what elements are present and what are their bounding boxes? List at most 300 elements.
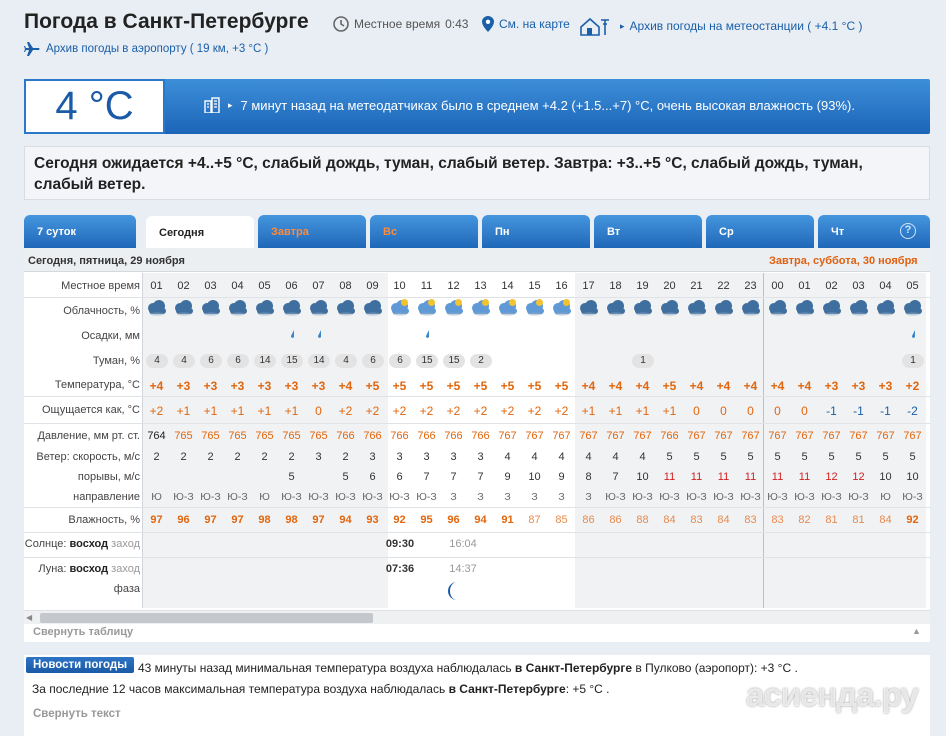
humidity-cell: 96 [177, 514, 190, 526]
hour-cell: 19 [636, 280, 649, 292]
pressure-cell: 767 [741, 430, 760, 442]
rain-drop-icon [425, 326, 430, 335]
sun-label-part: заход [111, 538, 140, 550]
wind-gust-cell: 10 [879, 471, 892, 483]
wind-gust-cell: 12 [852, 471, 865, 483]
tab-day[interactable]: Ср [706, 215, 814, 248]
horizontal-scrollbar[interactable] [24, 610, 930, 624]
cloudy-night-icon [605, 300, 627, 316]
feels-like-cell: 0 [315, 404, 322, 418]
wind-direction-cell: Ю-З [281, 491, 302, 503]
pressure-cell: 766 [390, 430, 409, 442]
feels-like-cell: +1 [635, 404, 650, 418]
feels-like-cell: 0 [693, 404, 700, 418]
feels-like-cell: +1 [662, 404, 677, 418]
humidity-cell: 81 [825, 514, 838, 526]
day-tabs [24, 215, 930, 248]
row-label-local-time: Местное время [61, 280, 140, 292]
wind-direction-cell: Ю-З [632, 491, 653, 503]
wind-direction-cell: Ю [151, 491, 162, 503]
moon-phase-icon [445, 581, 463, 601]
cloudy-night-icon [902, 300, 924, 316]
humidity-cell: 81 [852, 514, 865, 526]
current-conditions-bar [24, 79, 930, 134]
temperature-cell: +4 [743, 379, 758, 393]
wind-direction-cell: Ю-З [848, 491, 869, 503]
station-archive-link[interactable] [579, 16, 862, 36]
humidity-cell: 97 [312, 514, 325, 526]
temperature-cell: +3 [878, 379, 893, 393]
humidity-cell: 96 [447, 514, 460, 526]
wind-gust-cell: 6 [396, 471, 403, 483]
pressure-cell: 765 [228, 430, 247, 442]
feels-like-cell: -1 [853, 404, 864, 418]
row-divider [24, 532, 930, 533]
hour-cell: 08 [339, 280, 352, 292]
wind-speed-cell: 5 [801, 451, 808, 463]
cloudy-night-icon [200, 300, 222, 316]
temperature-cell: +2 [905, 379, 920, 393]
tab-day[interactable]: Чт [818, 215, 930, 248]
wind-direction-cell: Ю-З [362, 491, 383, 503]
row-label-phase: фаза [113, 583, 140, 595]
fog-value: 15 [443, 354, 465, 368]
airport-archive-link[interactable] [24, 42, 268, 56]
map-link-label[interactable]: См. на карте [499, 17, 570, 31]
hour-cell: 03 [852, 280, 865, 292]
wind-speed-cell: 2 [234, 451, 241, 463]
hour-cell: 23 [744, 280, 757, 292]
pressure-cell: 765 [174, 430, 193, 442]
humidity-cell: 95 [420, 514, 433, 526]
humidity-cell: 84 [663, 514, 676, 526]
wind-direction-cell: Ю-З [335, 491, 356, 503]
temperature-cell: +4 [635, 379, 650, 393]
temperature-cell: +5 [473, 379, 488, 393]
cloudy-day-icon [551, 300, 573, 316]
hour-cell: 06 [285, 280, 298, 292]
hour-cell: 15 [528, 280, 541, 292]
row-label-direction: направление [73, 491, 140, 503]
rain-drop-icon [290, 326, 295, 335]
news-place: в Санкт-Петербурге [514, 661, 633, 675]
humidity-cell: 88 [636, 514, 649, 526]
pressure-cell: 766 [660, 430, 679, 442]
chevron-right-icon: ▸ [620, 20, 625, 31]
clock-icon [333, 16, 349, 32]
temperature-cell: +4 [797, 379, 812, 393]
feels-like-cell: +2 [419, 404, 434, 418]
feels-like-cell: +2 [527, 404, 542, 418]
row-divider [24, 557, 930, 558]
feels-like-cell: +2 [500, 404, 515, 418]
cloudy-night-icon [848, 300, 870, 316]
cloudy-night-icon [659, 300, 681, 316]
hour-cell: 20 [663, 280, 676, 292]
wind-direction-cell: Ю-З [200, 491, 221, 503]
cloudy-night-icon [794, 300, 816, 316]
humidity-cell: 84 [717, 514, 730, 526]
forecast-summary: Сегодня ожидается +4..+5 °C, слабый дождь, туман, слабый ветер. Завтра: +3..+5 °C, слабый дождь, туман, слабый ветер. [24, 146, 930, 200]
tab-day[interactable]: Пн [482, 215, 590, 248]
temperature-cell: +5 [446, 379, 461, 393]
scroll-left-arrow-icon[interactable]: ◀ [26, 613, 33, 622]
wind-direction-cell: З [558, 491, 565, 503]
row-label-pressure: Давление, мм рт. ст. [37, 430, 140, 442]
wind-direction-cell: Ю-З [389, 491, 410, 503]
pressure-cell: 767 [552, 430, 571, 442]
pressure-cell: 766 [444, 430, 463, 442]
pressure-cell: 767 [579, 430, 598, 442]
scrollbar-thumb[interactable] [40, 613, 373, 623]
wind-direction-cell: Ю-З [794, 491, 815, 503]
hour-cell: 07 [312, 280, 325, 292]
wind-gust-cell: 11 [690, 471, 703, 483]
hour-cell: 02 [825, 280, 838, 292]
wind-gust-cell: 10 [636, 471, 649, 483]
pressure-cell: 766 [363, 430, 382, 442]
humidity-cell: 98 [258, 514, 271, 526]
wind-gust-cell: 11 [744, 471, 757, 483]
cloudy-day-icon [416, 300, 438, 316]
news-text: : +5 °C . [565, 682, 610, 696]
day-tomorrow-label: Завтра, суббота, 30 ноября [769, 255, 918, 267]
wind-speed-cell: 2 [153, 451, 160, 463]
rain-drop-icon [317, 326, 322, 335]
feels-like-cell: +2 [392, 404, 407, 418]
temperature-cell: +5 [554, 379, 569, 393]
feels-like-cell: +2 [338, 404, 353, 418]
feels-like-cell: +2 [365, 404, 380, 418]
wind-speed-cell: 5 [855, 451, 862, 463]
wind-direction-cell: Ю [880, 491, 891, 503]
wind-speed-cell: 5 [909, 451, 916, 463]
pressure-cell: 767 [795, 430, 814, 442]
row-label-temp: Температура, °C [54, 379, 140, 391]
buildings-icon [204, 97, 220, 113]
temperature-cell: +4 [689, 379, 704, 393]
wind-direction-cell: З [477, 491, 484, 503]
humidity-cell: 84 [879, 514, 892, 526]
chevron-right-icon: ▸ [228, 99, 233, 110]
temperature-cell: +4 [716, 379, 731, 393]
fog-value: 1 [632, 354, 654, 368]
airplane-icon [24, 42, 40, 56]
wind-speed-cell: 3 [396, 451, 403, 463]
news-text: в Пулково (аэропорт): +3 °C . [632, 661, 798, 675]
temperature-cell: +5 [662, 379, 677, 393]
hour-cell: 01 [798, 280, 811, 292]
wind-speed-cell: 4 [585, 451, 592, 463]
row-label-fog: Туман, % [92, 355, 140, 367]
row-label-sun [24, 538, 140, 550]
fog-value: 4 [335, 354, 357, 368]
collapse-table-link[interactable]: Свернуть таблицу [33, 626, 134, 638]
wind-speed-cell: 4 [612, 451, 619, 463]
wind-speed-cell: 5 [882, 451, 889, 463]
tab-day[interactable]: Вс [370, 215, 478, 248]
row-label-clouds: Облачность, % [63, 305, 140, 317]
humidity-cell: 91 [501, 514, 514, 526]
hour-cell: 00 [771, 280, 784, 292]
wind-speed-cell: 4 [558, 451, 565, 463]
humidity-cell: 83 [744, 514, 757, 526]
humidity-cell: 82 [798, 514, 811, 526]
humidity-cell: 92 [906, 514, 919, 526]
fog-value: 4 [146, 354, 168, 368]
pressure-cell: 767 [606, 430, 625, 442]
forecast-grid [24, 248, 930, 610]
wind-gust-cell: 6 [369, 471, 376, 483]
wind-gust-cell: 7 [423, 471, 430, 483]
row-label-precip: Осадки, мм [81, 330, 140, 342]
cloudy-night-icon [308, 300, 330, 316]
temperature-cell: +3 [257, 379, 272, 393]
fog-value: 14 [254, 354, 276, 368]
humidity-cell: 97 [204, 514, 217, 526]
wind-gust-cell: 12 [825, 471, 838, 483]
hour-cell: 04 [879, 280, 892, 292]
hour-cell: 01 [150, 280, 163, 292]
wind-gust-cell: 7 [477, 471, 484, 483]
wind-speed-cell: 5 [720, 451, 727, 463]
temperature-cell: +3 [311, 379, 326, 393]
feels-like-cell: +2 [446, 404, 461, 418]
wind-speed-cell: 5 [828, 451, 835, 463]
wind-speed-cell: 4 [531, 451, 538, 463]
temperature-cell: +3 [284, 379, 299, 393]
humidity-cell: 83 [771, 514, 784, 526]
row-divider [24, 396, 930, 397]
pressure-cell: 767 [903, 430, 922, 442]
cloudy-night-icon [281, 300, 303, 316]
row-label-feels: Ощущается как, °C [41, 404, 140, 416]
pressure-cell: 765 [201, 430, 220, 442]
pressure-cell: 766 [471, 430, 490, 442]
wind-gust-cell: 8 [585, 471, 592, 483]
humidity-cell: 83 [690, 514, 703, 526]
hour-cell: 12 [447, 280, 460, 292]
hour-cell: 13 [474, 280, 487, 292]
temperature-cell: +4 [149, 379, 164, 393]
row-divider [24, 507, 930, 508]
wind-gust-cell: 9 [504, 471, 511, 483]
pressure-cell: 767 [633, 430, 652, 442]
hour-cell: 21 [690, 280, 703, 292]
fog-value: 6 [362, 354, 384, 368]
humidity-cell: 97 [231, 514, 244, 526]
wind-direction-cell: Ю-З [416, 491, 437, 503]
news-text: За последние 12 часов максимальная температура воздуха наблюдалась [32, 682, 449, 696]
wind-speed-cell: 3 [423, 451, 430, 463]
fog-value: 15 [416, 354, 438, 368]
humidity-cell: 92 [393, 514, 406, 526]
fog-value: 6 [200, 354, 222, 368]
hour-cell: 04 [231, 280, 244, 292]
hour-cell: 17 [582, 280, 595, 292]
cloudy-day-icon [443, 300, 465, 316]
fog-value: 4 [173, 354, 195, 368]
temperature-cell: +3 [824, 379, 839, 393]
wind-gust-cell: 9 [558, 471, 565, 483]
wind-speed-cell: 4 [639, 451, 646, 463]
hour-cell: 16 [555, 280, 568, 292]
feels-like-cell: 0 [774, 404, 781, 418]
tab-day[interactable]: Сегодня [146, 216, 254, 249]
wind-gust-cell: 11 [663, 471, 676, 483]
wind-direction-cell: Ю-З [740, 491, 761, 503]
row-divider [24, 297, 930, 298]
tab-day[interactable]: 7 суток [24, 215, 136, 248]
sensor-summary [204, 97, 855, 113]
feels-like-cell: 0 [720, 404, 727, 418]
collapse-up-icon[interactable]: ▲ [912, 626, 921, 636]
news-place: в Санкт-Петербурге [448, 682, 566, 696]
cloudy-night-icon [875, 300, 897, 316]
news-badge: Новости погоды [26, 657, 134, 673]
map-link[interactable] [482, 16, 570, 32]
cloudy-night-icon [578, 300, 600, 316]
news-item [32, 682, 610, 696]
sun-label-part: восход [69, 538, 112, 550]
moon-label-part: заход [111, 563, 140, 575]
temperature-cell: +5 [365, 379, 380, 393]
feels-like-cell: +2 [554, 404, 569, 418]
local-time-value: 0:43 [445, 17, 469, 31]
pressure-cell: 767 [876, 430, 895, 442]
feels-like-cell: +1 [581, 404, 596, 418]
temperature-cell: +4 [581, 379, 596, 393]
feels-like-cell: +2 [473, 404, 488, 418]
collapse-text-link[interactable]: Свернуть текст [33, 708, 121, 720]
wind-speed-cell: 5 [693, 451, 700, 463]
feels-like-cell: +1 [203, 404, 218, 418]
wind-direction-cell: Ю-З [227, 491, 248, 503]
temperature-cell: +5 [419, 379, 434, 393]
feels-like-cell: +1 [176, 404, 191, 418]
wind-direction-cell: Ю-З [659, 491, 680, 503]
cloudy-night-icon [335, 300, 357, 316]
moon-label-part: восход [69, 563, 112, 575]
fog-value: 6 [227, 354, 249, 368]
page-title: Погода в Санкт-Петербурге [24, 10, 309, 33]
cloudy-day-icon [389, 300, 411, 316]
station-archive-label[interactable]: Архив погоды на метеостанции ( +4.1 °C ) [629, 19, 863, 33]
forecast-table [24, 248, 930, 642]
pressure-cell: 764 [147, 430, 166, 442]
fog-value: 15 [281, 354, 303, 368]
wind-direction-cell: Ю-З [308, 491, 329, 503]
temperature-cell: +4 [608, 379, 623, 393]
wind-gust-cell: 10 [906, 471, 919, 483]
wind-speed-cell: 2 [261, 451, 268, 463]
humidity-cell: 86 [582, 514, 595, 526]
wind-gust-cell: 5 [288, 471, 295, 483]
pressure-cell: 766 [417, 430, 436, 442]
hour-cell: 18 [609, 280, 622, 292]
cloudy-night-icon [146, 300, 168, 316]
row-label-gusts: порывы, м/с [77, 471, 140, 483]
pressure-cell: 767 [768, 430, 787, 442]
local-time-label: Местное время [354, 17, 441, 31]
fog-value: 2 [470, 354, 492, 368]
wind-speed-cell: 3 [315, 451, 322, 463]
pressure-cell: 766 [336, 430, 355, 442]
pressure-cell: 765 [282, 430, 301, 442]
moonset-time: 14:37 [449, 563, 477, 575]
hour-cell: 05 [258, 280, 271, 292]
weather-station-icon [579, 16, 615, 36]
temperature-cell: +5 [527, 379, 542, 393]
moon-label-part: Луна: [38, 563, 70, 575]
humidity-cell: 93 [366, 514, 379, 526]
hour-cell: 02 [177, 280, 190, 292]
wind-speed-cell: 2 [207, 451, 214, 463]
row-label-wind: Ветер: скорость, м/с [36, 451, 140, 463]
hour-cell: 10 [393, 280, 406, 292]
airport-archive-label[interactable]: Архив погоды в аэропорту ( 19 км, +3 °C ) [46, 43, 269, 55]
wind-gust-cell: 11 [771, 471, 784, 483]
current-temperature: 4 °C [24, 79, 165, 134]
wind-direction-cell: Ю-З [902, 491, 923, 503]
pressure-cell: 765 [309, 430, 328, 442]
temperature-cell: +3 [851, 379, 866, 393]
temperature-cell: +3 [203, 379, 218, 393]
wind-speed-cell: 3 [477, 451, 484, 463]
pressure-cell: 765 [255, 430, 274, 442]
feels-like-cell: -1 [826, 404, 837, 418]
wind-gust-cell: 11 [798, 471, 811, 483]
cloudy-night-icon [686, 300, 708, 316]
fog-value: 14 [308, 354, 330, 368]
wind-speed-cell: 2 [180, 451, 187, 463]
humidity-cell: 98 [285, 514, 298, 526]
wind-speed-cell: 5 [747, 451, 754, 463]
humidity-cell: 94 [474, 514, 487, 526]
help-icon[interactable]: ? [900, 223, 916, 239]
wind-speed-cell: 3 [450, 451, 457, 463]
tab-day[interactable]: Завтра [258, 215, 366, 248]
watermark-text: асиенда.ру [746, 676, 918, 713]
wind-direction-cell: Ю-З [686, 491, 707, 503]
wind-direction-cell: Ю-З [173, 491, 194, 503]
wind-direction-cell: З [450, 491, 457, 503]
feels-like-cell: -2 [907, 404, 918, 418]
tab-day[interactable]: Вт [594, 215, 702, 248]
cloudy-night-icon [632, 300, 654, 316]
cloudy-night-icon [227, 300, 249, 316]
wind-direction-cell: З [504, 491, 511, 503]
row-label-moon [24, 563, 140, 575]
sunset-time: 16:04 [449, 538, 477, 550]
hour-cell: 11 [420, 280, 433, 292]
wind-speed-cell: 3 [369, 451, 376, 463]
wind-direction-cell: Ю-З [821, 491, 842, 503]
humidity-cell: 97 [150, 514, 163, 526]
cloudy-night-icon [767, 300, 789, 316]
pressure-cell: 767 [687, 430, 706, 442]
cloudy-night-icon [713, 300, 735, 316]
hour-cell: 14 [501, 280, 514, 292]
hour-cell: 22 [717, 280, 730, 292]
humidity-cell: 94 [339, 514, 352, 526]
wind-gust-cell: 11 [717, 471, 730, 483]
wind-speed-cell: 5 [666, 451, 673, 463]
row-label-humidity: Влажность, % [68, 514, 140, 526]
wind-direction-cell: З [531, 491, 538, 503]
sensor-summary-text: 7 минут назад на метеодатчиках было в среднем +4.2 (+1.5...+7) °C, очень высокая влажность (93%). [240, 97, 855, 113]
temperature-cell: +3 [230, 379, 245, 393]
